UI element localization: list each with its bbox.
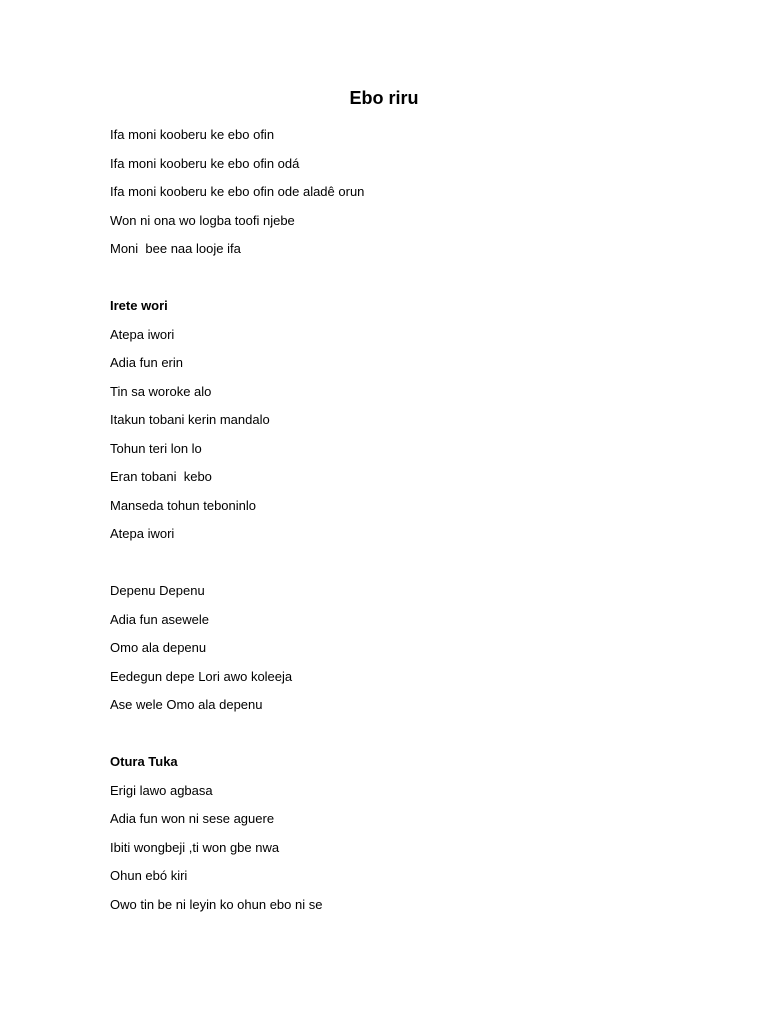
verse-line: Won ni ona wo logba toofi njebe [110, 212, 295, 228]
verse-block [110, 577, 670, 720]
document-body [110, 121, 670, 919]
verse-line: Itakun tobani kerin mandalo [110, 412, 270, 427]
verse-block [110, 748, 670, 919]
verse-line: Eran tobani kebo [110, 469, 212, 484]
verse-line: Erigi lawo agbasa [110, 782, 213, 798]
verse-line: Ifa moni kooberu ke ebo ofin [110, 127, 275, 142]
verse-line: Omo ala depenu [110, 640, 207, 655]
paragraph-gap [110, 264, 670, 293]
paragraph-gap [110, 720, 670, 749]
verse-line: Adia fun asewele [110, 611, 210, 627]
verse-block [110, 292, 670, 549]
verse-line: Ifa moni kooberu ke ebo ofin odá [110, 155, 300, 171]
verse-line: Tohun teri lon lo [110, 440, 202, 456]
verse-line: Ohun ebó kiri [110, 868, 188, 883]
verse-line: Atepa iwori [110, 526, 175, 541]
section-heading: Irete wori [110, 298, 168, 313]
verse-line: Ibiti wongbeji ,ti won gbe nwa [110, 839, 280, 855]
verse-block [110, 121, 670, 264]
verse-line: Tin sa woroke alo [110, 383, 212, 399]
section-heading: Otura Tuka [110, 754, 178, 769]
verse-line: Ase wele Omo ala depenu [110, 697, 263, 712]
verse-line: Manseda tohun teboninlo [110, 497, 257, 513]
verse-line: Moni bee naa looje ifa [110, 241, 241, 256]
document-title: Ebo riru [349, 88, 419, 108]
verse-line: Depenu Depenu [110, 583, 205, 598]
verse-line: Ifa moni kooberu ke ebo ofin ode aladê orun [110, 184, 365, 199]
verse-line: Eedegun depe Lori awo koleeja [110, 668, 293, 684]
paragraph-gap [110, 549, 670, 578]
verse-line: Atepa iwori [110, 326, 175, 342]
verse-line: Adia fun won ni sese aguere [110, 811, 275, 826]
verse-line: Adia fun erin [110, 355, 183, 370]
verse-line: Owo tin be ni leyin ko ohun ebo ni se [110, 896, 323, 912]
